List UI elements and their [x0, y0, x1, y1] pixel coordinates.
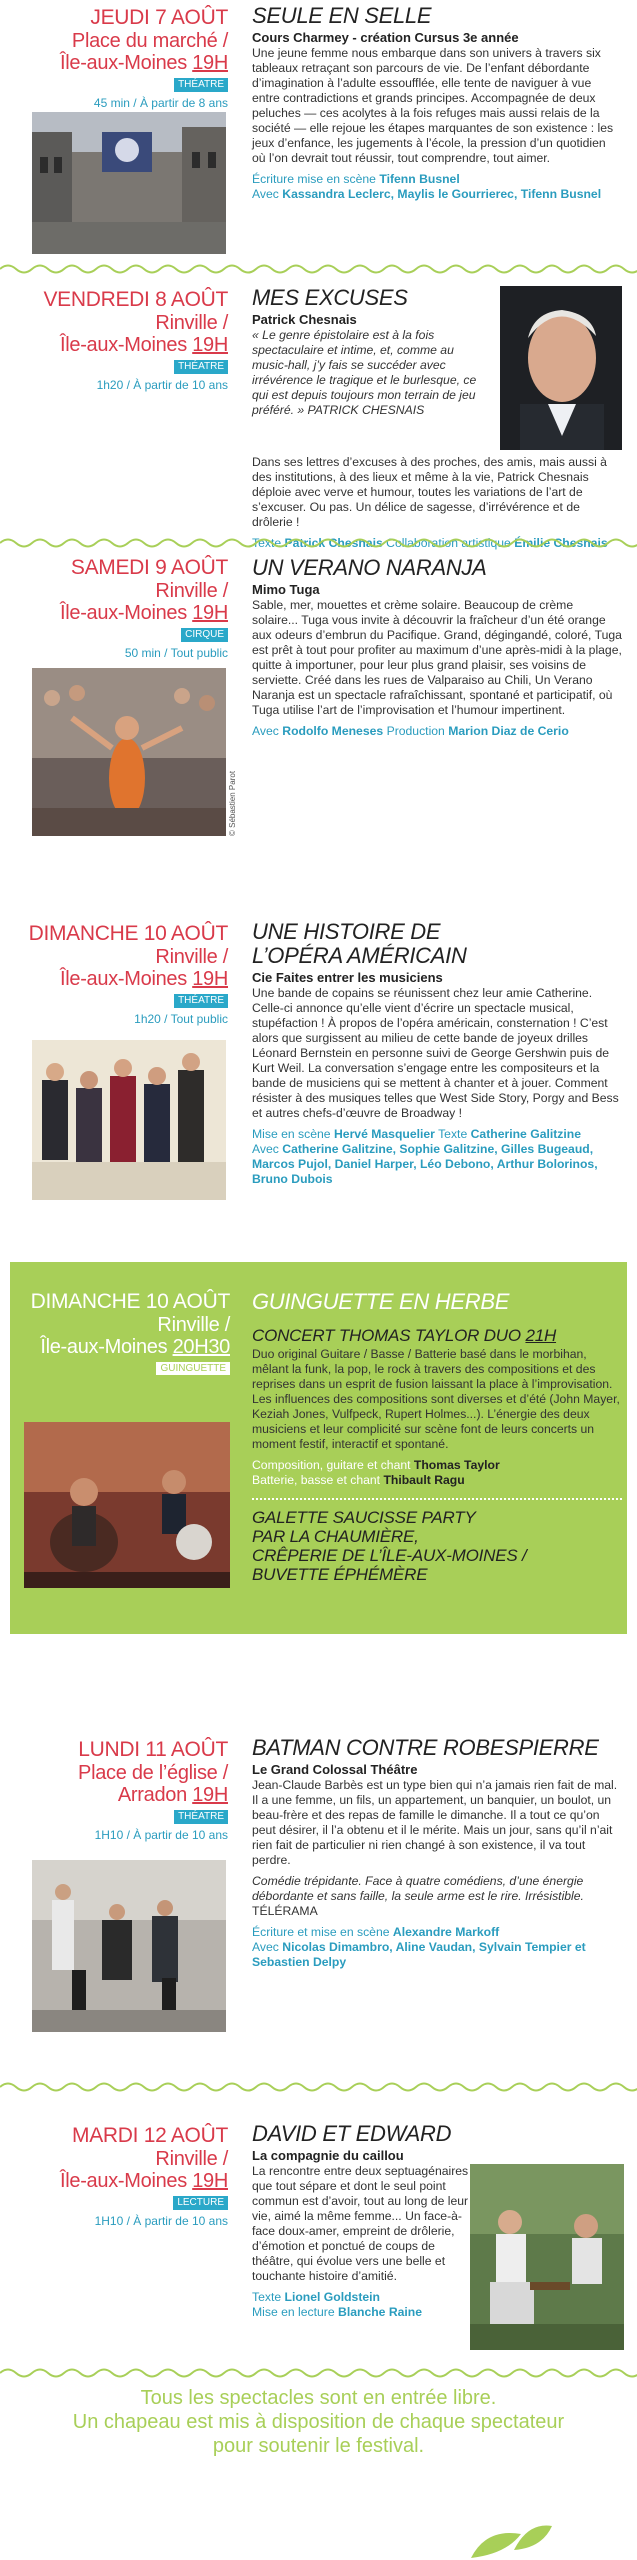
event-title: GUINGUETTE EN HERBE: [252, 1289, 510, 1314]
event-place: Place du marché /: [71, 30, 228, 52]
event-description: Sable, mer, mouettes et crème solaire. Beaucoup de crème solaire... Tuga vous invite à découvrir la fraîcheur d’un été orange aux odeurs d’embrun du Pacifique. Grand, dégingandé, coloré, Tuga est prêt à tout pour profiter au maximum d’une après-midi à la plage, quitte à importuner, pour leur plus grand plaisir, ses voisins de serviette. Créé dans les rues de Valparaiso au Chili, Un Verano Naranja est un spectacle rafraîchissant, spontané et participatif, où Tuga utilise l’art de l’improvisation et l’humour impertinent.: [252, 598, 622, 717]
castle-courtyard-photo: [32, 112, 226, 254]
event-place: Rinville /: [157, 1314, 230, 1336]
wave-divider: [0, 536, 637, 550]
street-theatre-photo: [32, 1860, 226, 2032]
event-island: Île-aux-Moines: [59, 2170, 187, 2192]
event-island: Île-aux-Moines: [59, 968, 187, 990]
event-time: 19H: [192, 602, 228, 624]
event-time: 19H: [192, 1784, 228, 1806]
footer-note: [0, 2386, 637, 2458]
galette-line3: CRÊPERIE DE L’ÎLE-AUX-MOINES /: [252, 1546, 527, 1565]
event-date: DIMANCHE 10 AOÛT: [30, 1290, 230, 1313]
event-island: Île-aux-Moines: [40, 1336, 168, 1358]
category-badge: GUINGUETTE: [156, 1362, 230, 1375]
event-meta: 1h20 / Tout public: [134, 1012, 228, 1026]
event-place: Rinville /: [155, 580, 228, 602]
event-photo: [470, 2164, 624, 2350]
event-company: Mimo Tuga: [252, 582, 320, 597]
event-description: Jean-Claude Barbès est un type bien qui n’a jamais rien fait de mal. Il a une femme, un fils, un appartement, un banquier, un boulot, un beau-frère et des repas de famille le dimanche. Il a tout ce qu’on peut désirer, il l’a obtenu et il le mérite. Mais un jour, sans qu’il n’ait rien fait de particulier ni rien changé à son existence, il va tout perdre.: [252, 1778, 618, 1867]
circus-performer-photo: [32, 668, 226, 836]
event-time: 19H: [192, 968, 228, 990]
category-badge: THÉATRE: [174, 994, 228, 1008]
event-date: LUNDI 11 AOÛT: [78, 1738, 228, 1761]
leaf-icon: [466, 2520, 556, 2560]
portrait-photo: [500, 286, 622, 450]
event-description: Une bande de copains se réunissent chez leur amie Catherine. Celle-ci annonce qu’elle vient d’écrire un spectacle musical, stupéfaction ! À propos de l’opéra américain, consternation ! C’est alors que surgissent au milieu de cette bande de joyeux drilles Léonard Bernstein en personne suivi de George Gershwin puis de Kurt Weil. La conversation s’engage entre les compositeurs et la bande de musiciens qui se mettent à chanter et à jouer. Comment résister à des musiques telles que West Side Story, Porgy and Bess et autres chefs-d’œuvre de Broadway !: [252, 986, 619, 1120]
category-badge: CIRQUE: [181, 628, 228, 642]
event-place: Rinville /: [155, 946, 228, 968]
event-title: BATMAN CONTRE ROBESPIERRE: [252, 1735, 599, 1760]
category-badge: LECTURE: [173, 2196, 228, 2210]
event-time: 20H30: [172, 1336, 230, 1358]
event-time: 19H: [192, 334, 228, 356]
event-company: Le Grand Colossal Théâtre: [252, 1762, 418, 1777]
event-date: VENDREDI 8 AOÛT: [43, 288, 228, 311]
galette-line2: PAR LA CHAUMIÈRE,: [252, 1527, 419, 1546]
event-island: Île-aux-Moines: [59, 602, 187, 624]
event-credits: Écriture et mise en scène Alexandre Markoff Avec Nicolas Dimambro, Aline Vaudan, Sylvain Tempier et Sebastien Delpy: [252, 1925, 586, 1969]
guinguette-box: [10, 1262, 627, 1634]
event-place: Rinville /: [155, 312, 228, 334]
concert-description: Duo original Guitare / Basse / Batterie basé dans le morbihan, mêlant la funk, la pop, le rock à travers des compositions et des reprises dans un esprit de fusion laissant la place à l’improvisation. Les influences des compositions sont diverses et d’été (John Mayer, Keziah Jones, Vulfpeck, Rupert Holmes...). L’énergie des deux musiciens et leur complicité sur scène font de leurs concerts un moment festif, interactif et spontané.: [252, 1347, 620, 1451]
event-photo: [32, 1860, 226, 2032]
event-title: SEULE EN SELLE: [252, 3, 432, 28]
concert-title: CONCERT THOMAS TAYLOR DUO 21H: [252, 1326, 557, 1345]
event-company: Patrick Chesnais: [252, 312, 357, 327]
photo-credit: © Sébastien Parot: [228, 770, 237, 836]
event-credits: Avec Rodolfo Meneses Production Marion Diaz de Cerio: [252, 724, 569, 738]
wave-divider: [0, 262, 637, 276]
event-company: La compagnie du caillou: [252, 2148, 404, 2163]
event-review: Comédie trépidante. Face à quatre comédiens, d’une énergie débordante et sans faille, la seule arme est le rire. Irrésistible. TÉLÉRAMA: [252, 1874, 584, 1918]
footer-line2: Un chapeau est mis à disposition de chaque spectateur: [72, 2411, 565, 2433]
event-description: Une jeune femme nous embarque dans son univers à travers six tableaux retraçant son parcours de vie. De l’enfant débordante d’imagination à l’adulte essoufflée, elle tente de naviguer à vue entre contradictions et grands principes. Accompagnée de deux peluches — ces acolytes à la fois refuges mais aussi relais de la société — elle rejoue les étapes marquantes de son existence : les jeux d’enfance, les jugements à l’école, la pression d’un quotidien où l’on devrait tout réussir, tout comprendre, tout aimer.: [252, 46, 614, 165]
category-badge: THÉATRE: [174, 78, 228, 92]
event-company: Cie Faites entrer les musiciens: [252, 970, 443, 985]
event-photo: [500, 286, 622, 450]
event-photo: [32, 1040, 226, 1200]
dotted-divider: [252, 1498, 622, 1502]
event-place: Place de l’église /: [78, 1762, 228, 1784]
event-photo: [32, 668, 226, 836]
event-place: Rinville /: [155, 2148, 228, 2170]
band-photo: [24, 1422, 230, 1588]
event-meta: 1H10 / À partir de 10 ans: [94, 1828, 228, 1842]
musicians-photo: [32, 1040, 226, 1200]
galette-line4: BUVETTE ÉPHÉMÈRE: [252, 1565, 428, 1584]
concert-credits: Composition, guitare et chant Thomas Taylor Batterie, basse et chant Thibault Ragu: [252, 1458, 500, 1487]
review-source: TÉLÉRAMA: [252, 1904, 318, 1918]
two-readers-photo: [470, 2164, 624, 2350]
event-credits: Texte Patrick Chesnais Collaboration artistique Émilie Chesnais: [252, 536, 608, 550]
event-time: 19H: [192, 52, 228, 74]
event-title: MES EXCUSES: [252, 285, 408, 310]
wave-divider: [0, 2080, 637, 2094]
event-photo: [24, 1422, 230, 1588]
event-credits: Écriture mise en scène Tifenn Busnel Avec Kassandra Leclerc, Maylis le Gourrierec, Tifenn Busnel: [252, 172, 602, 201]
event-description: La rencontre entre deux septuagénaires que tout sépare et dont le seul point commun est d’avoir, tout au long de leur vie, aimé la même femme... Un face-à-face doux-amer, empreint de drôlerie, d’émotion et ponctué de coups de théâtre, qui évolue vers une belle et touchante histoire d’amitié.: [252, 2164, 469, 2283]
event-island: Île-aux-Moines: [59, 52, 187, 74]
category-badge: THÉATRE: [174, 1810, 228, 1824]
event-date: MARDI 12 AOÛT: [72, 2124, 228, 2147]
event-title: UN VERANO NARANJA: [252, 555, 487, 580]
concert-time: 21H: [525, 1326, 557, 1345]
event-date: DIMANCHE 10 AOÛT: [28, 922, 228, 945]
event-date: JEUDI 7 AOÛT: [90, 6, 228, 29]
event-meta: 50 min / Tout public: [124, 646, 228, 660]
event-time: 19H: [192, 2170, 228, 2192]
event-island: Île-aux-Moines: [59, 334, 187, 356]
event-quote: « Le genre épistolaire est à la fois spectaculaire et intime, et, comme au music-hall, j’y fais se succéder avec irrévérence le tragique et le burlesque, ce qui est depuis toujours mon terrain de jeu préféré. » PATRICK CHESNAIS: [252, 328, 477, 417]
event-meta: 1h20 / À partir de 10 ans: [96, 378, 228, 392]
event-meta: 1H10 / À partir de 10 ans: [94, 2214, 228, 2228]
galette-line1: GALETTE SAUCISSE PARTY: [252, 1508, 476, 1527]
event-photo: [32, 112, 226, 254]
wave-divider: [0, 2366, 637, 2380]
event-description: Dans ses lettres d’excuses à des proches, des amis, mais aussi à des institutions, à des lieux et même à la vie, Patrick Chesnais déploie avec verve et humour, toutes les variations de l’art de s’excuser. Ou pas. Un délice de sagesse, d’irrévérence et de drôlerie !: [252, 455, 607, 529]
event-company: Cours Charmey - création Cursus 3e année: [252, 30, 519, 45]
footer-line3: pour soutenir le festival.: [212, 2435, 425, 2457]
event-title: DAVID ET EDWARD: [252, 2121, 452, 2146]
event-title-line1: UNE HISTOIRE DE: [252, 919, 441, 944]
category-badge: THÉATRE: [174, 360, 228, 374]
event-date: SAMEDI 9 AOÛT: [70, 556, 228, 579]
event-meta: 45 min / À partir de 8 ans: [93, 96, 228, 110]
footer-line1: Tous les spectacles sont en entrée libre.: [140, 2387, 497, 2409]
event-island: Arradon: [117, 1784, 187, 1806]
event-credits: Texte Lionel Goldstein Mise en lecture Blanche Raine: [252, 2290, 423, 2319]
event-title-line2: L’OPÉRA AMÉRICAIN: [252, 943, 467, 968]
event-credits: Mise en scène Hervé Masquelier Texte Catherine Galitzine Avec Catherine Galitzine, Sophie Galitzine, Gilles Bugeaud, Marcos Pujol, Daniel Harper, Léo Debono, Arthur Bolorinos, Bruno Dubois: [252, 1127, 598, 1186]
